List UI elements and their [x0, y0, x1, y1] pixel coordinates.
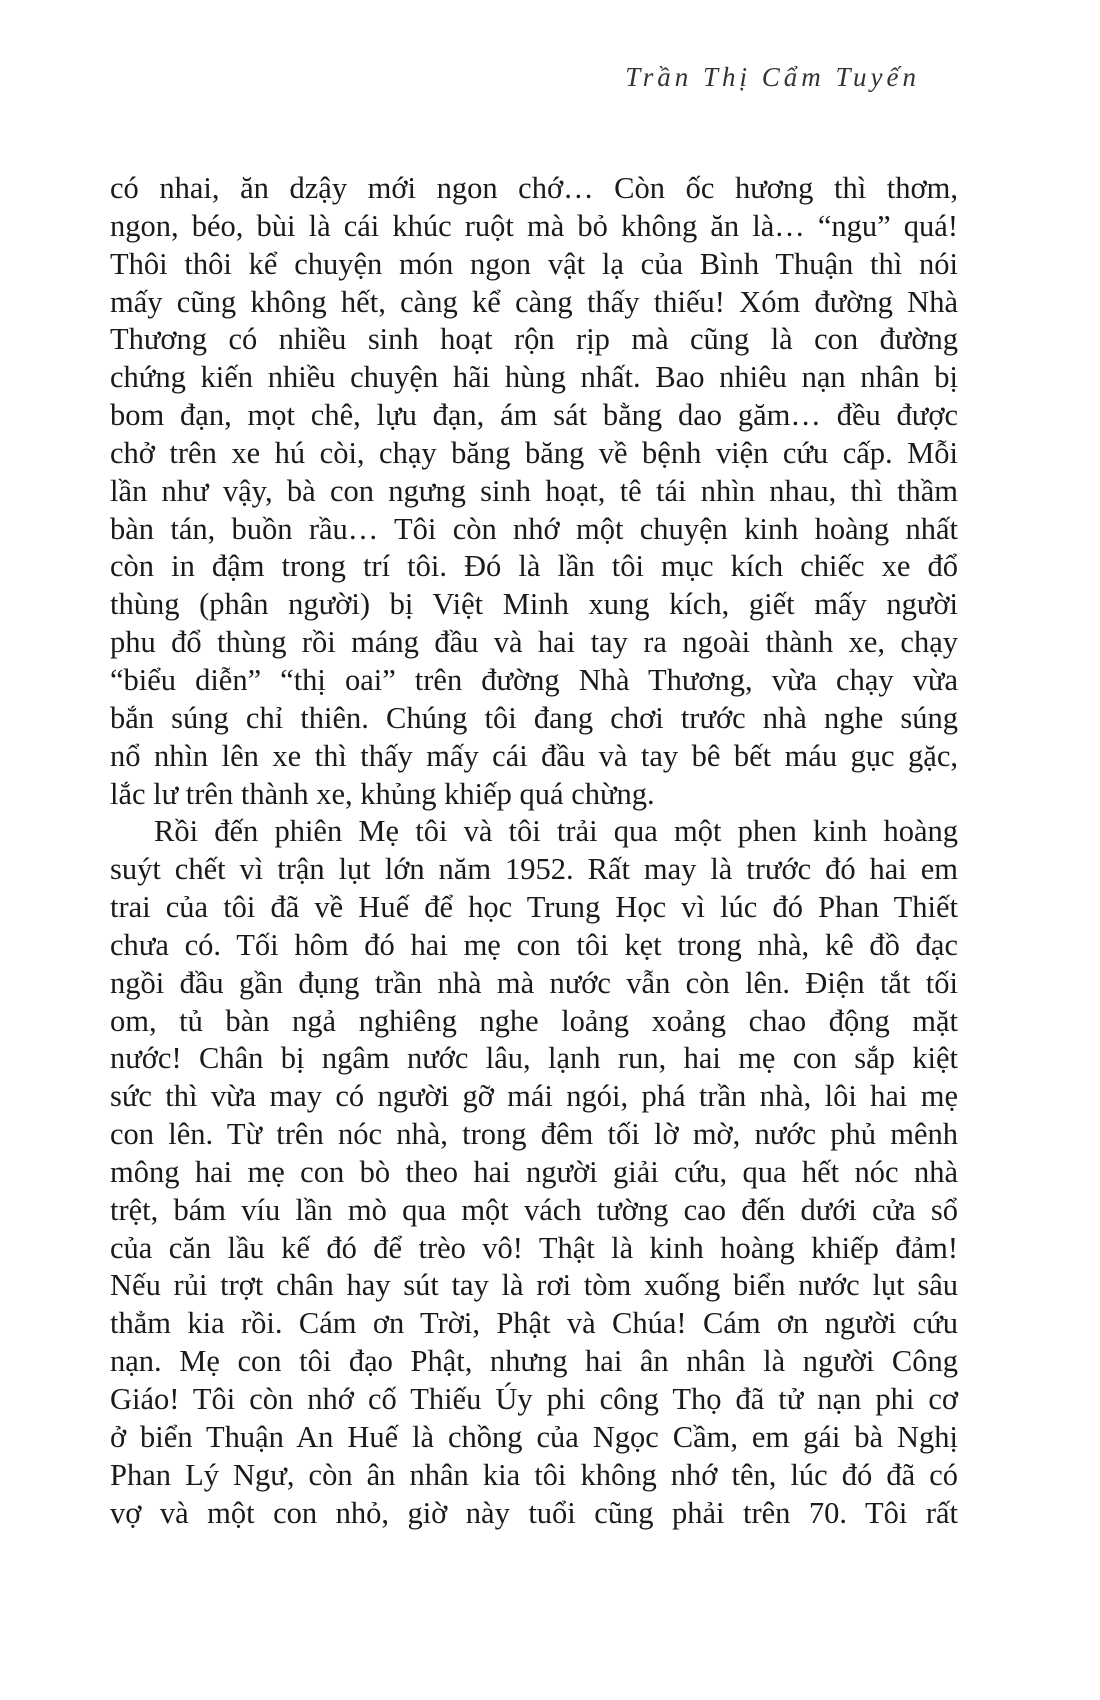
text-line: mông hai mẹ con bò theo hai người giải cứu, qua hết nóc nhà [110, 1154, 958, 1189]
text-line: Giáo! Tôi còn nhớ cố Thiếu Úy phi công Thọ đã tử nạn phi cơ [110, 1382, 958, 1416]
text-line: nạn. Mẹ con tôi đạo Phật, nhưng hai ân nhân là người Công [110, 1344, 958, 1379]
text-line: mấy cũng không hết, càng kể càng thấy thiếu! Xóm đường Nhà [110, 284, 958, 319]
text-line: nổ nhìn lên xe thì thấy mấy cái đầu và tay bê bết máu gục gặc, [110, 738, 958, 773]
text-line: suýt chết vì trận lụt lớn năm 1952. Rất may là trước đó hai em [110, 852, 958, 887]
text-line: ngon, béo, bùi là cái khúc ruột mà bỏ không ăn là… “ngu” quá! [110, 208, 958, 243]
text-line: thẳm kia rồi. Cám ơn Trời, Phật và Chúa! Cám ơn người cứu [110, 1306, 958, 1341]
text-line: ở biển Thuận An Huế là chồng của Ngọc Cầm, em gái bà Nghị [110, 1419, 958, 1454]
text-line: có nhai, ăn dzậy mới ngon chớ… Còn ốc hương thì thơm, [110, 171, 958, 205]
text-line: chưa có. Tối hôm đó hai mẹ con tôi kẹt trong nhà, kê đồ đạc [110, 927, 958, 962]
text-line: thùng (phân người) bị Việt Minh xung kích, giết mấy người [110, 587, 958, 622]
text-line: “biểu diễn” “thị oai” trên đường Nhà Thương, vừa chạy vừa [110, 662, 958, 697]
text-line: chứng kiến nhiều chuyện hãi hùng nhất. Bao nhiêu nạn nhân bị [110, 360, 958, 395]
text-line: Phan Lý Ngư, còn ân nhân kia tôi không nhớ tên, lúc đó đã có [110, 1457, 958, 1492]
text-line: lần như vậy, bà con ngưng sinh hoạt, tê tái nhìn nhau, thì thầm [110, 473, 958, 508]
text-line: trai của tôi đã về Huế để học Trung Học vì lúc đó Phan Thiết [110, 890, 958, 925]
text-line: con lên. Từ trên nóc nhà, trong đêm tối lờ mờ, nước phủ mênh [110, 1117, 958, 1152]
text-line: vợ và một con nhỏ, giờ này tuổi cũng phải trên 70. Tôi rất [110, 1495, 958, 1530]
text-line: Nếu rủi trợt chân hay sút tay là rơi tòm xuống biển nước lụt sâu [110, 1268, 958, 1303]
running-header-author: Trần Thị Cẩm Tuyến [625, 62, 920, 92]
text-line: nước! Chân bị ngâm nước lâu, lạnh run, hai mẹ con sắp kiệt [110, 1041, 958, 1076]
text-line-paragraph-start: Rồi đến phiên Mẹ tôi và tôi trải qua một phen kinh hoàng [154, 814, 958, 849]
text-line: om, tủ bàn ngả nghiêng nghe loảng xoảng chao động mặt [110, 1003, 958, 1038]
text-line: chở trên xe hú còi, chạy băng băng về bệnh viện cứu cấp. Mỗi [110, 435, 958, 470]
text-line: bàn tán, buồn rầu… Tôi còn nhớ một chuyện kinh hoàng nhất [110, 511, 958, 546]
page-body-text [110, 170, 958, 1532]
text-line: bom đạn, mọt chê, lựu đạn, ám sát bằng dao găm… đều được [110, 398, 958, 433]
text-line: của căn lầu kế đó để trèo vô! Thật là kinh hoàng khiếp đảm! [110, 1230, 958, 1265]
text-line: sức thì vừa may có người gỡ mái ngói, phá trần nhà, lôi hai mẹ [110, 1079, 958, 1114]
text-line: ngồi đầu gần đụng trần nhà mà nước vẫn còn lên. Điện tắt tối [110, 965, 958, 1000]
text-line: Thôi thôi kể chuyện món ngon vật lạ của Bình Thuận thì nói [110, 246, 958, 281]
text-line: Thương có nhiều sinh hoạt rộn rịp mà cũng là con đường [110, 322, 958, 357]
text-line-paragraph-end: lắc lư trên thành xe, khủng khiếp quá chừng. [110, 776, 655, 811]
text-line: còn in đậm trong trí tôi. Đó là lần tôi mục kích chiếc xe đổ [110, 549, 958, 584]
text-line: bắn súng chỉ thiên. Chúng tôi đang chơi trước nhà nghe súng [110, 700, 958, 735]
text-line: phu đổ thùng rồi máng đầu và hai tay ra ngoài thành xe, chạy [110, 625, 958, 660]
text-line: trệt, bám víu lần mò qua một vách tường cao đến dưới cửa sổ [110, 1192, 958, 1227]
